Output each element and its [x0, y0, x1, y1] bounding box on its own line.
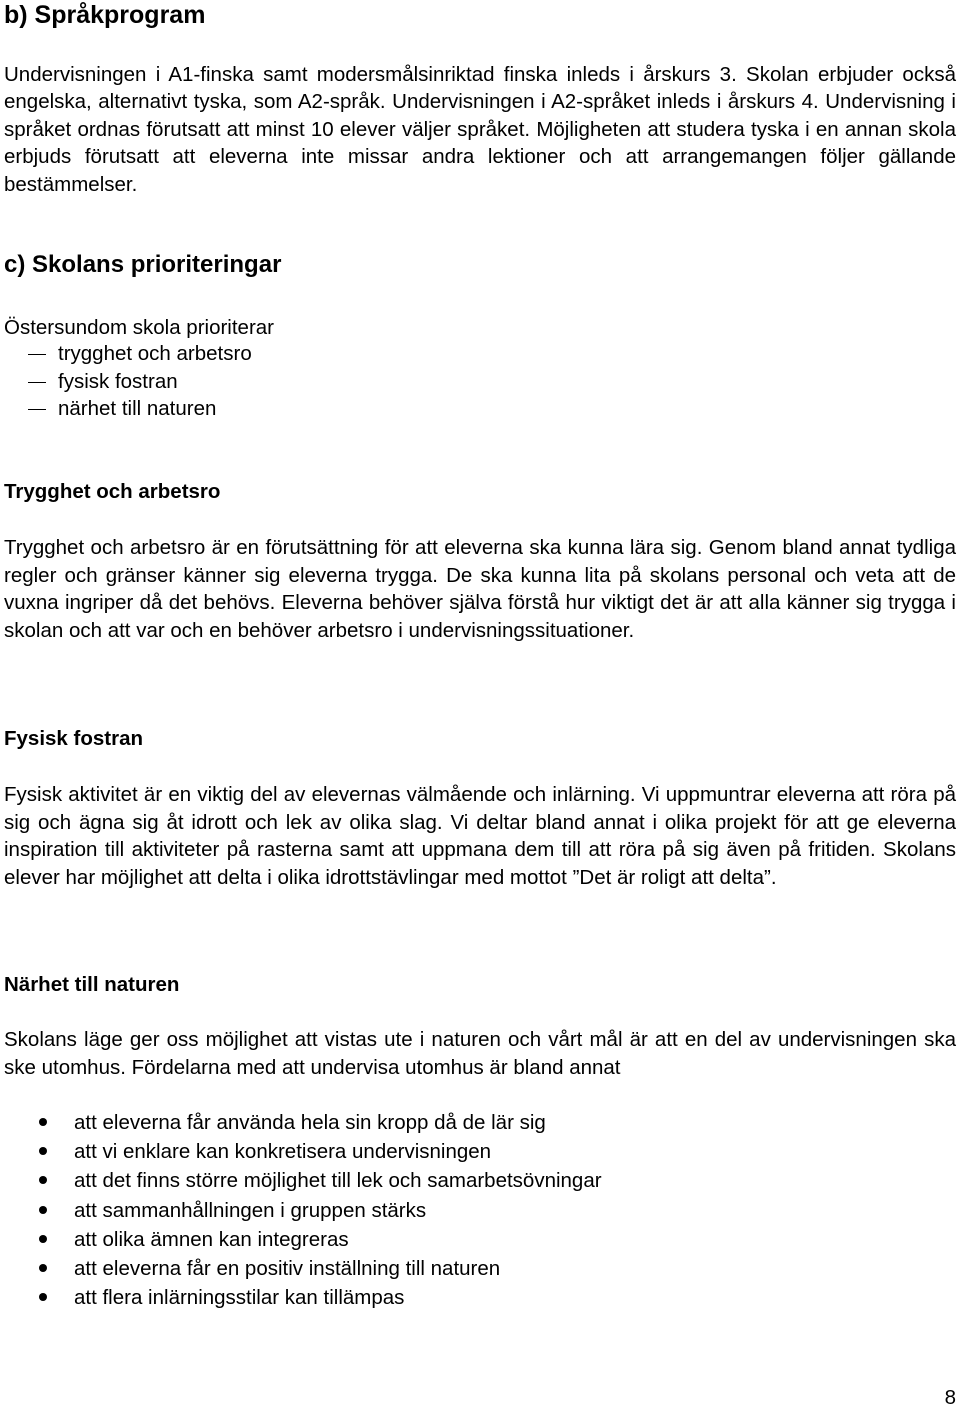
- bullet-icon: [39, 1147, 47, 1155]
- bullet-icon: [39, 1206, 47, 1214]
- heading-prioriteringar: c) Skolans prioriteringar: [4, 251, 282, 278]
- heading-fysisk-fostran: Fysisk fostran: [4, 727, 143, 750]
- heading-trygghet: Trygghet och arbetsro: [4, 480, 221, 503]
- list-item: fysisk fostran: [4, 368, 252, 396]
- bullet-icon: [39, 1235, 47, 1243]
- bullet-icon: [39, 1264, 47, 1272]
- dash-icon: [28, 382, 46, 383]
- prioriteringar-list: [4, 340, 252, 423]
- list-item: närhet till naturen: [4, 395, 252, 423]
- list-item: att eleverna får använda hela sin kropp då de lär sig: [4, 1108, 602, 1137]
- paragraph-narhet: Skolans läge ger oss möjlighet att vistas ute i naturen och vårt mål är att en del av undervisningen ska ske utomhus. Fördelarna med att undervisa utomhus är bland annat: [4, 1028, 956, 1079]
- page-number: 8: [944, 1386, 956, 1409]
- list-item: trygghet och arbetsro: [4, 340, 252, 368]
- dash-icon: [28, 354, 46, 355]
- list-item: att vi enklare kan konkretisera undervisningen: [4, 1137, 602, 1166]
- bullet-icon: [39, 1118, 47, 1126]
- prioriteringar-intro: Östersundom skola prioriterar: [4, 316, 275, 339]
- paragraph-trygghet: Trygghet och arbetsro är en förutsättning för att eleverna ska kunna lära sig. Genom bland annat tydliga regler och gränser känner sig eleverna trygga. De ska kunna lita på skolans personal och veta att de vuxna ingriper då det behövs. Eleverna behöver själva förstå hur viktigt det är att alla känner sig trygga i skolan och att var och en behöver arbetsro i undervisningssituationer.: [4, 536, 956, 642]
- list-item: att sammanhållningen i gruppen stärks: [4, 1196, 602, 1225]
- fordelar-list: [4, 1108, 602, 1312]
- bullet-icon: [39, 1293, 47, 1301]
- list-item: att eleverna får en positiv inställning till naturen: [4, 1254, 602, 1283]
- bullet-icon: [39, 1176, 47, 1184]
- list-item: att det finns större möjlighet till lek och samarbetsövningar: [4, 1166, 602, 1195]
- heading-narhet: Närhet till naturen: [4, 973, 180, 996]
- heading-sprakprogram: b) Språkprogram: [4, 1, 206, 29]
- list-item: att flera inlärningsstilar kan tillämpas: [4, 1283, 602, 1312]
- list-item: att olika ämnen kan integreras: [4, 1225, 602, 1254]
- dash-icon: [28, 409, 46, 410]
- paragraph-fysisk-fostran: Fysisk aktivitet är en viktig del av elevernas välmående och inlärning. Vi uppmuntrar eleverna att röra på sig och ägna sig åt idrott och lek av olika slag. Vi deltar bland annat i olika projekt för att ge eleverna inspiration till aktiviteter på rasterna samt att uppmana dem till att röra på sig även på fritiden. Skolans elever har möjlighet att delta i olika idrottstävlingar med mottot ”Det är roligt att delta”.: [4, 783, 956, 889]
- paragraph-sprakprogram: Undervisningen i A1-finska samt modersmålsinriktad finska inleds i årskurs 3. Skolan erbjuder också engelska, alternativt tyska, som A2-språk. Undervisningen i A2-språket inleds i årskurs 4. Undervisning i språket ordnas förutsatt att minst 10 elever väljer språket. Möjligheten att studera tyska i en annan skola erbjuds förutsatt att eleverna inte missar andra lektioner och att arrangemangen följer gällande bestämmelser.: [4, 63, 956, 196]
